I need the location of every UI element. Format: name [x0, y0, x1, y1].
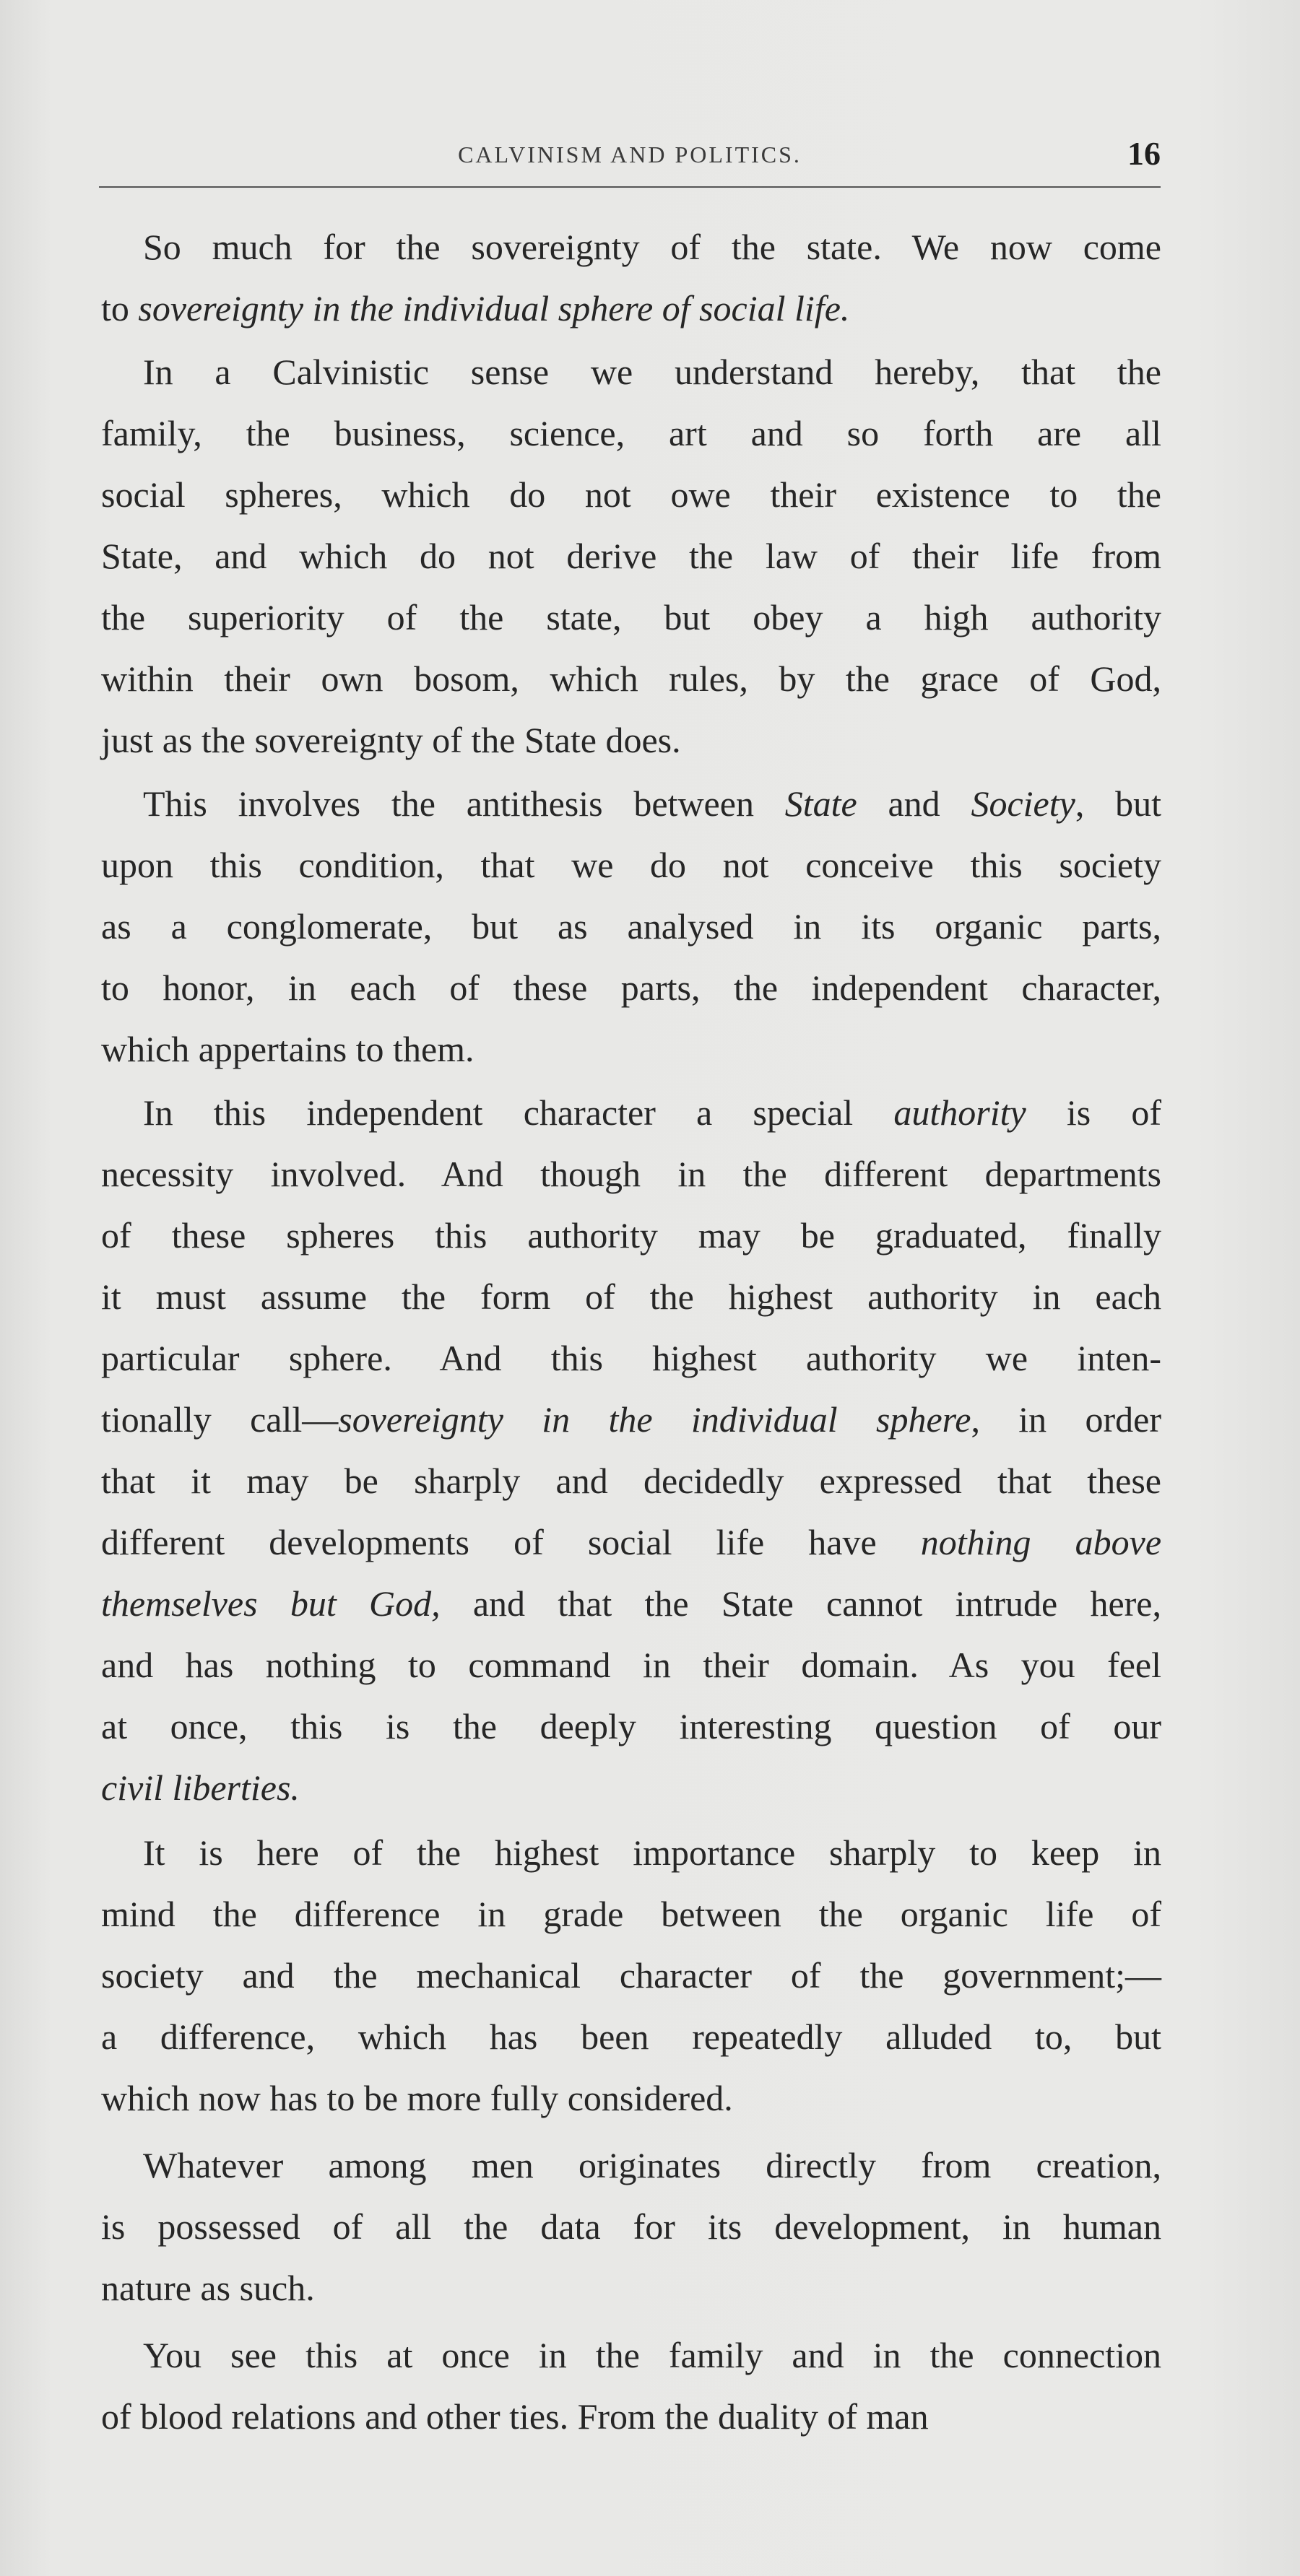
text-run: State, and which do not derive the law of their life from [101, 536, 1161, 576]
paragraph [101, 217, 1161, 339]
text-line [101, 1144, 1161, 1205]
text-line [101, 1266, 1161, 1328]
text-run: as a conglomerate, but as analysed in its organic parts, [101, 906, 1161, 947]
text-line [101, 1696, 1161, 1757]
text-run: to [101, 288, 139, 328]
page-number: 16 [1127, 135, 1161, 172]
text-line [101, 1512, 1161, 1573]
text-run: In this independent character a special [143, 1092, 894, 1133]
page-header [99, 137, 1161, 188]
text-run: within their own bosom, which rules, by the grace of God, [101, 658, 1161, 699]
text-run: social spheres, which do not owe their existence to the [101, 474, 1161, 515]
text-line [101, 341, 1161, 403]
text-line [101, 835, 1161, 896]
text-run: that it may be sharply and decidedly expressed that these [101, 1461, 1161, 1501]
text-run: In a Calvinistic sense we understand hereby, that the [143, 352, 1161, 392]
text-run: just as the sovereignty of the State does. [101, 720, 681, 760]
italic-text: civil liberties. [101, 1767, 300, 1808]
paragraph [101, 773, 1161, 1080]
text-line [101, 403, 1161, 464]
text-line [101, 587, 1161, 648]
text-line [101, 278, 1161, 339]
text-line [101, 1450, 1161, 1512]
text-run: You see this at once in the family and in the connection [143, 2335, 1161, 2375]
text-run: , but [1075, 783, 1161, 824]
text-line [101, 2196, 1161, 2258]
text-run: particular sphere. And this highest authority we inten- [101, 1338, 1161, 1378]
text-line [101, 1389, 1161, 1450]
text-line [101, 2068, 1161, 2129]
text-run: and has nothing to command in their domain. As you feel [101, 1645, 1161, 1685]
text-line [101, 957, 1161, 1019]
text-line [101, 526, 1161, 587]
text-run: which now has to be more fully considered. [101, 2078, 733, 2118]
text-line [101, 1635, 1161, 1696]
italic-text: sovereignty in the individual sphere [338, 1399, 971, 1440]
header-rule [99, 186, 1161, 188]
text-run: it must assume the form of the highest authority in each [101, 1276, 1161, 1317]
text-line [101, 1757, 1161, 1819]
text-line [101, 773, 1161, 835]
text-run: Whatever among men originates directly from creation, [143, 2145, 1161, 2185]
italic-text: Society [971, 783, 1075, 824]
text-line [101, 1019, 1161, 1080]
paragraph [101, 2325, 1161, 2447]
text-run: of blood relations and other ties. From the duality of man [101, 2396, 929, 2437]
text-run: is of [1026, 1092, 1161, 1133]
paragraph [101, 341, 1161, 771]
text-run: a difference, which has been repeatedly alluded to, but [101, 2016, 1161, 2057]
text-line [101, 2386, 1161, 2447]
text-line [101, 1945, 1161, 2006]
text-run: the superiority of the state, but obey a high authority [101, 597, 1161, 638]
text-run: necessity involved. And though in the different departments [101, 1154, 1161, 1194]
text-run: It is here of the highest importance sharply to keep in [143, 1832, 1161, 1873]
text-line [101, 1822, 1161, 1884]
italic-text: themselves but God, [101, 1583, 441, 1624]
text-run: different developments of social life have [101, 1522, 921, 1562]
text-run: This involves the antithesis between [143, 783, 785, 824]
body-text [101, 217, 1161, 2447]
text-line [101, 710, 1161, 771]
text-run: and [857, 783, 971, 824]
text-run: is possessed of all the data for its development, in human [101, 2206, 1161, 2247]
text-run: at once, this is the deeply interesting question of our [101, 1706, 1161, 1746]
text-line [101, 1573, 1161, 1635]
text-run: of these spheres this authority may be graduated, finally [101, 1215, 1161, 1256]
text-line [101, 2006, 1161, 2068]
text-line [101, 1082, 1161, 1144]
text-line [101, 1328, 1161, 1389]
text-line [101, 464, 1161, 526]
text-line [101, 217, 1161, 278]
text-line [101, 2325, 1161, 2386]
text-run: to honor, in each of these parts, the independent character, [101, 967, 1161, 1008]
text-run: mind the difference in grade between the organic life of [101, 1894, 1161, 1934]
italic-text: nothing above [920, 1522, 1162, 1562]
text-line [101, 2135, 1161, 2196]
text-run: , in order [971, 1399, 1162, 1440]
running-head: CALVINISM AND POLITICS. [458, 142, 802, 167]
paragraph [101, 2135, 1161, 2319]
text-line [101, 2258, 1161, 2319]
text-run: tionally call— [101, 1399, 339, 1440]
text-run: upon this condition, that we do not conceive this society [101, 845, 1161, 885]
text-run: and that the State cannot intrude here, [440, 1583, 1161, 1624]
text-line [101, 648, 1161, 710]
text-run: So much for the sovereignty of the state. We now come [143, 227, 1161, 267]
text-line [101, 896, 1161, 957]
paragraph [101, 1822, 1161, 2129]
paragraph [101, 1082, 1161, 1819]
text-run: which appertains to them. [101, 1029, 474, 1069]
text-line [101, 1884, 1161, 1945]
italic-text: State [784, 783, 857, 824]
italic-text: authority [893, 1092, 1026, 1133]
text-line [101, 1205, 1161, 1266]
text-run: nature as such. [101, 2268, 315, 2308]
italic-text: sovereignty in the individual sphere of social life. [138, 288, 850, 328]
text-run: society and the mechanical character of the government;— [101, 1955, 1161, 1996]
text-run: family, the business, science, art and so forth are all [101, 413, 1161, 453]
